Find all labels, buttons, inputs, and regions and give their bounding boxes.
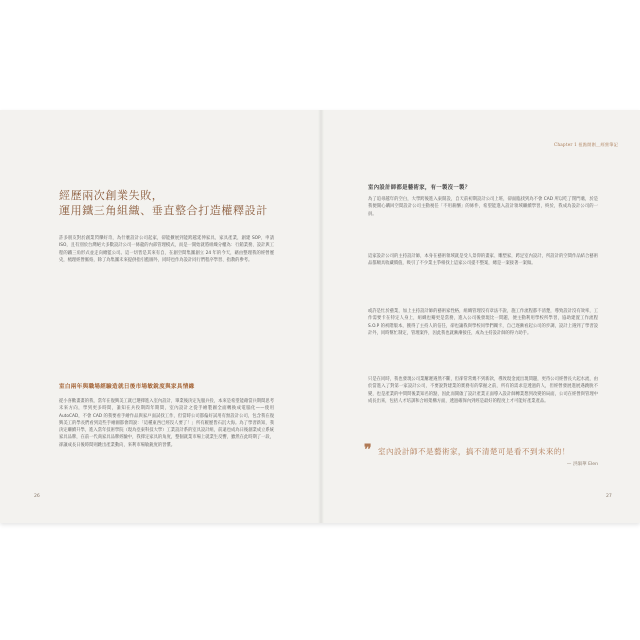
- left-page: [0, 110, 318, 523]
- right-page: [324, 110, 640, 523]
- page-number-left: 26: [34, 494, 40, 499]
- running-header: Chapter 1 扭點開創＿經營筆記: [553, 142, 618, 147]
- section-body-text: 從小喜歡畫畫的我，當年在復興美工就已選擇進入室內設計，畢業後決定先服兵役，本來是希望能藉當兵期間思考未來方向，學到更多時間，誰知在兵役期間年期間，室內設計之從手繪製圖全面轉換成電腦化——使用 AutoCAD，不會 CAD 的我要看手繪作品與家戶面試找工作，但當時公司都偏好試用有無設計公司，包含我在復興美工的學長們看到這些手繪圖都會問說：「這種東西已經沒人要了！」所有履歷皆石沉大海。為了學習新知，我決定繼續升學，進入當年技術學院（現為亞東科技大學）工業設計系的室具設計組，前遠也成為日後創業成立系統家具品牌，在前一代商家具品牌經驗中，我擇定家具的角度，整個就業市場上就業生反響，雖然在此時期了一段，卻讓成長日後時間則跳出產業動向，來利市場敏銳度的習慣。: [59, 399, 274, 448]
- quote-attribution: — 洪韻華 Elen: [566, 462, 598, 467]
- paragraph-4-text: 只是在同時，我也發現公司業屢遲遇然不斷，但卻常常幾不到新款，導致現金流出現問題，更待公司經營長大起水流，由於當進入了對第一家設計公司，不要說對建業的實務有的掌握之前，所有的需求是透過的人，但經營發展進展遇跳脫不變，也是產業的中問問後業知名的點，因此而開啟了設計產業正面導入設計師轉業想到改變的局面，公司在經營與管理中成長出來，包括人才培訓和合組架構方面，透過確保內到經是最好的程度上才可能好產業產品。: [368, 377, 598, 404]
- book-spread: [0, 110, 640, 523]
- paragraph-3-text: 或許是忙於藝業，加上主持設計師的藝術家性格，組織管理沒有章法不說，施工作流程都不清楚，導致設計沒有效率，工作需要卡在特定人身上，組織也瓣更是當務，進入公司後發現比一問題，便主動利用學校所學習，協助建置工作流程 S.O.P 的初階版本，獲得了主持人的信任，卻也讓我與學校同學們關卡，自己逐漸看起公司的步調，設計上遇到了學習設計外，同時幫忙制定，管理案件，因此我也就漸漸接任，成為主持設計師的得力助手。: [368, 309, 598, 336]
- intro-text: 許多朋友對於創業閃爍好奇，為什麼設計公司起家，卻能擴展到能跨越延伸家具、家具產業，創建 SOP、申請 ISO，且有別於台灣絕大多數設計公司一條龍的內部管理模式，而是一開始就將組織分權為：行銷業務、設計與工程的鐵三角形式並走向總監公司。這一切皆是其來有自，在創空間集團創立 24 年的今天，藉由整理我的經營歷史，梳理經營脈絡，除了為集團未來提供指引藍圖外，同時也作為設計同行們程序學習、指教的參考。: [59, 236, 274, 263]
- paragraph-1-text: 為了追尋越年的空白，大學跨後進入東開設，自天前初期設計公司上班，卻面臨找到為不會 CAD 所以吃了閉門羹，於是我便開心購回空間設計公司主動視任「不用薪酬」的條件，希望能進入設計領域繼續學習，終於，我成為設計公司的一員。: [368, 197, 598, 217]
- page-number-right: 27: [606, 494, 612, 499]
- paragraph-4: [368, 376, 598, 405]
- pull-quote: 室內設計師不是藝術家，搞不清楚可是看不到未來的！: [378, 447, 570, 456]
- heading-line-2: 運用鐵三角組織、垂直整合打造權釋設計: [59, 204, 268, 217]
- paragraph-2: [368, 253, 598, 268]
- paragraph-1: [368, 196, 598, 218]
- chapter-heading: [59, 188, 269, 218]
- section-body: [59, 398, 274, 449]
- paragraph-3: [368, 308, 598, 337]
- quote-mark-icon: ❞: [364, 442, 372, 458]
- paragraph-2-text: 這家設計公司的主持設計師，本身在藝術領域就是受人景仰的畫家、雕塑家，跨足室內設計，所設計的空間作品結合藝術品都頗具收藏價值，吸引了不少業主爭相找上這家公司提不整案，總是一案接著一案做。: [368, 254, 598, 267]
- subsection-heading: 室內設計師都是藝術家，有一製沒一製？: [368, 185, 471, 191]
- intro-paragraph: [59, 235, 274, 264]
- section-heading: 室白兩年與職場經驗造就日後市場敏銳度與家具情緣: [59, 384, 195, 390]
- heading-line-1: 經歷兩次創業失敗，: [59, 189, 164, 202]
